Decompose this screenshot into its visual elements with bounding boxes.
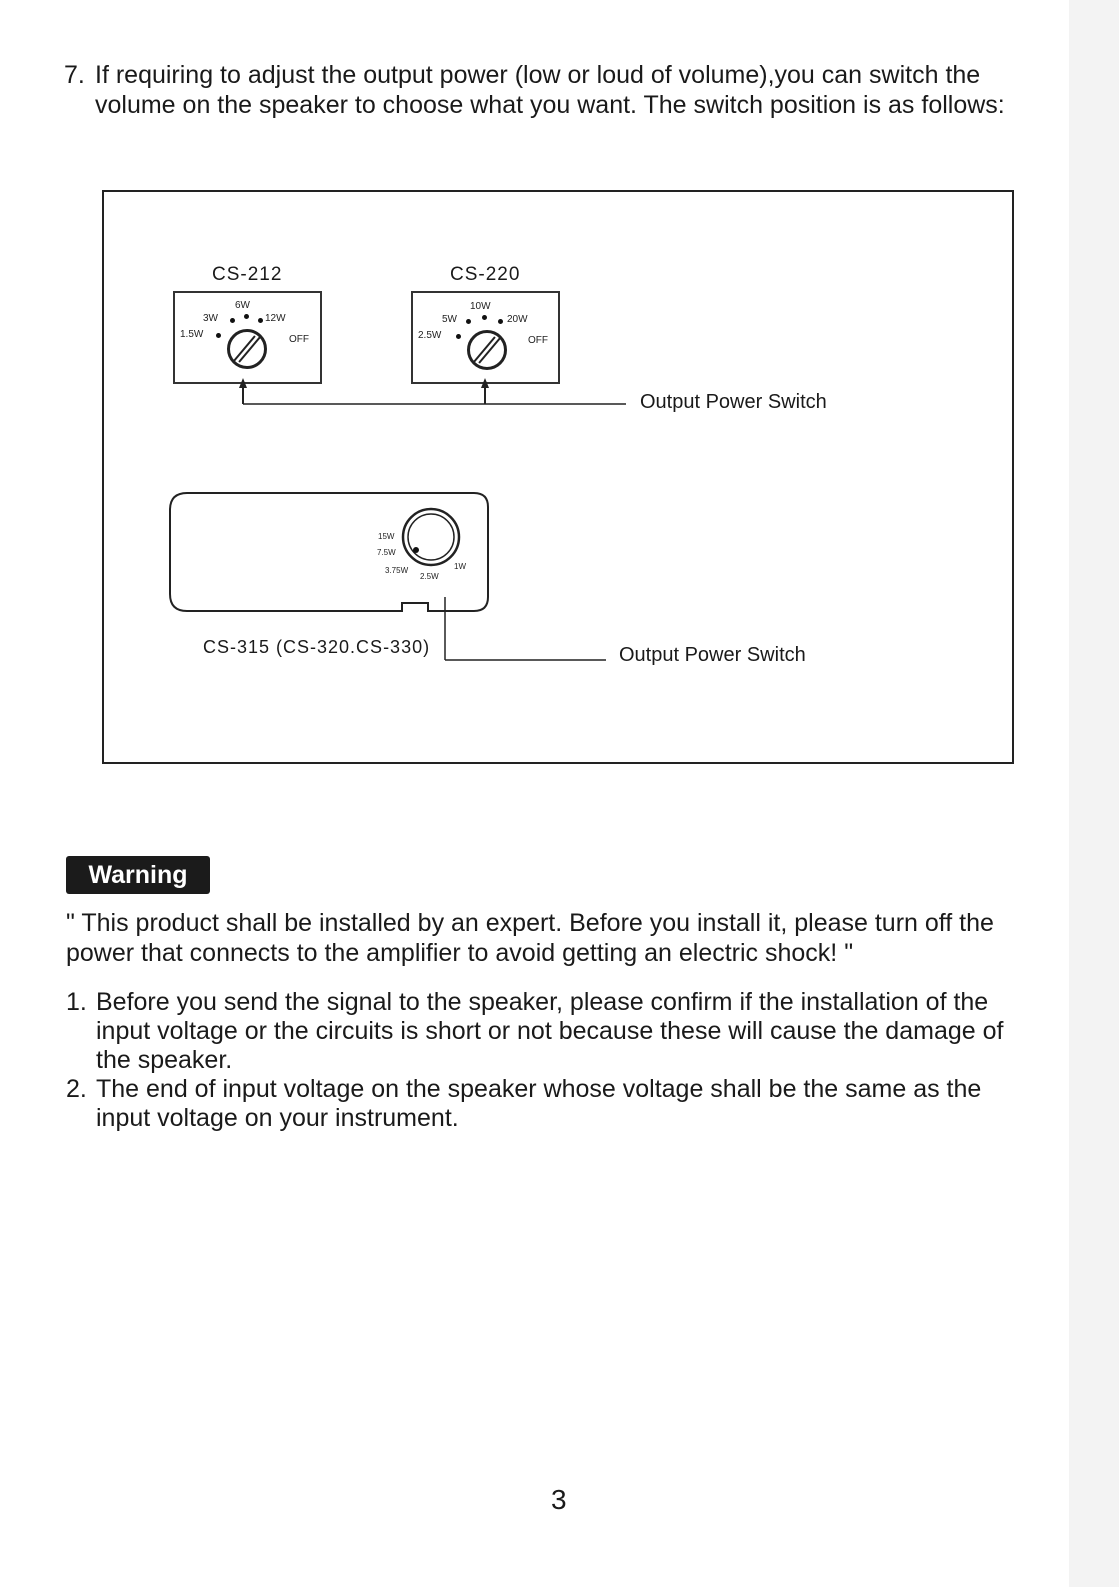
figure-lines (104, 192, 1012, 762)
cs315-model-label: CS-315 (CS-320.CS-330) (203, 637, 431, 657)
output-power-switch-callout-bottom: Output Power Switch (619, 644, 806, 666)
switch-position-figure (102, 190, 1014, 764)
cs315-knob-outer (403, 509, 459, 565)
warning-text (66, 908, 1066, 968)
list-item-number: 2. (66, 1075, 87, 1103)
list-item (66, 1075, 1066, 1133)
list-item-line: Before you send the signal to the speaker, please confirm if the installation of the (96, 988, 989, 1016)
cs220-label-2-5w: 2.5W (418, 330, 442, 341)
step-number: 7. (64, 61, 85, 89)
output-power-switch-callout-top: Output Power Switch (640, 391, 827, 413)
cs315-knob-inner (408, 514, 454, 560)
cs212-label-1-5w: 1.5W (180, 329, 204, 340)
list-item-line: input voltage on your instrument. (96, 1104, 459, 1132)
cs315-label-1w: 1W (454, 562, 466, 571)
cs315-label-3-75w: 3.75W (385, 566, 409, 575)
warning-list (66, 988, 1066, 1133)
step-7-paragraph (64, 60, 1064, 120)
cs212-model-label: CS-212 (212, 264, 283, 285)
cs315-label-2-5w: 2.5W (420, 572, 439, 581)
list-item-line: The end of input voltage on the speaker whose voltage shall be the same as the (96, 1075, 982, 1103)
list-item-line: input voltage or the circuits is short or not because these will cause the damage of (96, 1017, 1004, 1045)
cs220-label-10w: 10W (470, 301, 491, 312)
cs212-label-3w: 3W (203, 313, 218, 324)
cs315-label-15w: 15W (378, 532, 395, 541)
cs315-knob-indicator (413, 547, 419, 553)
cs220-model-label: CS-220 (450, 264, 521, 285)
page-number: 3 (551, 1484, 567, 1515)
cs212-label-6w: 6W (235, 300, 250, 311)
step-7-line-1: If requiring to adjust the output power (low or loud of volume),you can switch the (95, 61, 981, 89)
list-item-number: 1. (66, 988, 87, 1016)
cs220-label-5w: 5W (442, 314, 457, 325)
cs220-label-off: OFF (528, 335, 548, 346)
cs220-label-20w: 20W (507, 314, 528, 325)
list-item-line: the speaker. (96, 1046, 233, 1074)
page-edge-shadow (1069, 0, 1119, 1587)
warning-line-2: power that connects to the amplifier to avoid getting an electric shock! " (66, 939, 854, 967)
warning-line-1: " This product shall be installed by an expert. Before you install it, please turn off the (66, 909, 994, 937)
cs315-label-7-5w: 7.5W (377, 548, 396, 557)
cs212-arrow-head (239, 378, 247, 388)
warning-badge: Warning (66, 856, 210, 894)
list-item (66, 988, 1066, 1075)
cs212-label-12w: 12W (265, 313, 286, 324)
step-7-line-2: volume on the speaker to choose what you want. The switch position is as follows: (95, 91, 1005, 119)
cs212-label-off: OFF (289, 334, 309, 345)
cs220-arrow-head (481, 378, 489, 388)
